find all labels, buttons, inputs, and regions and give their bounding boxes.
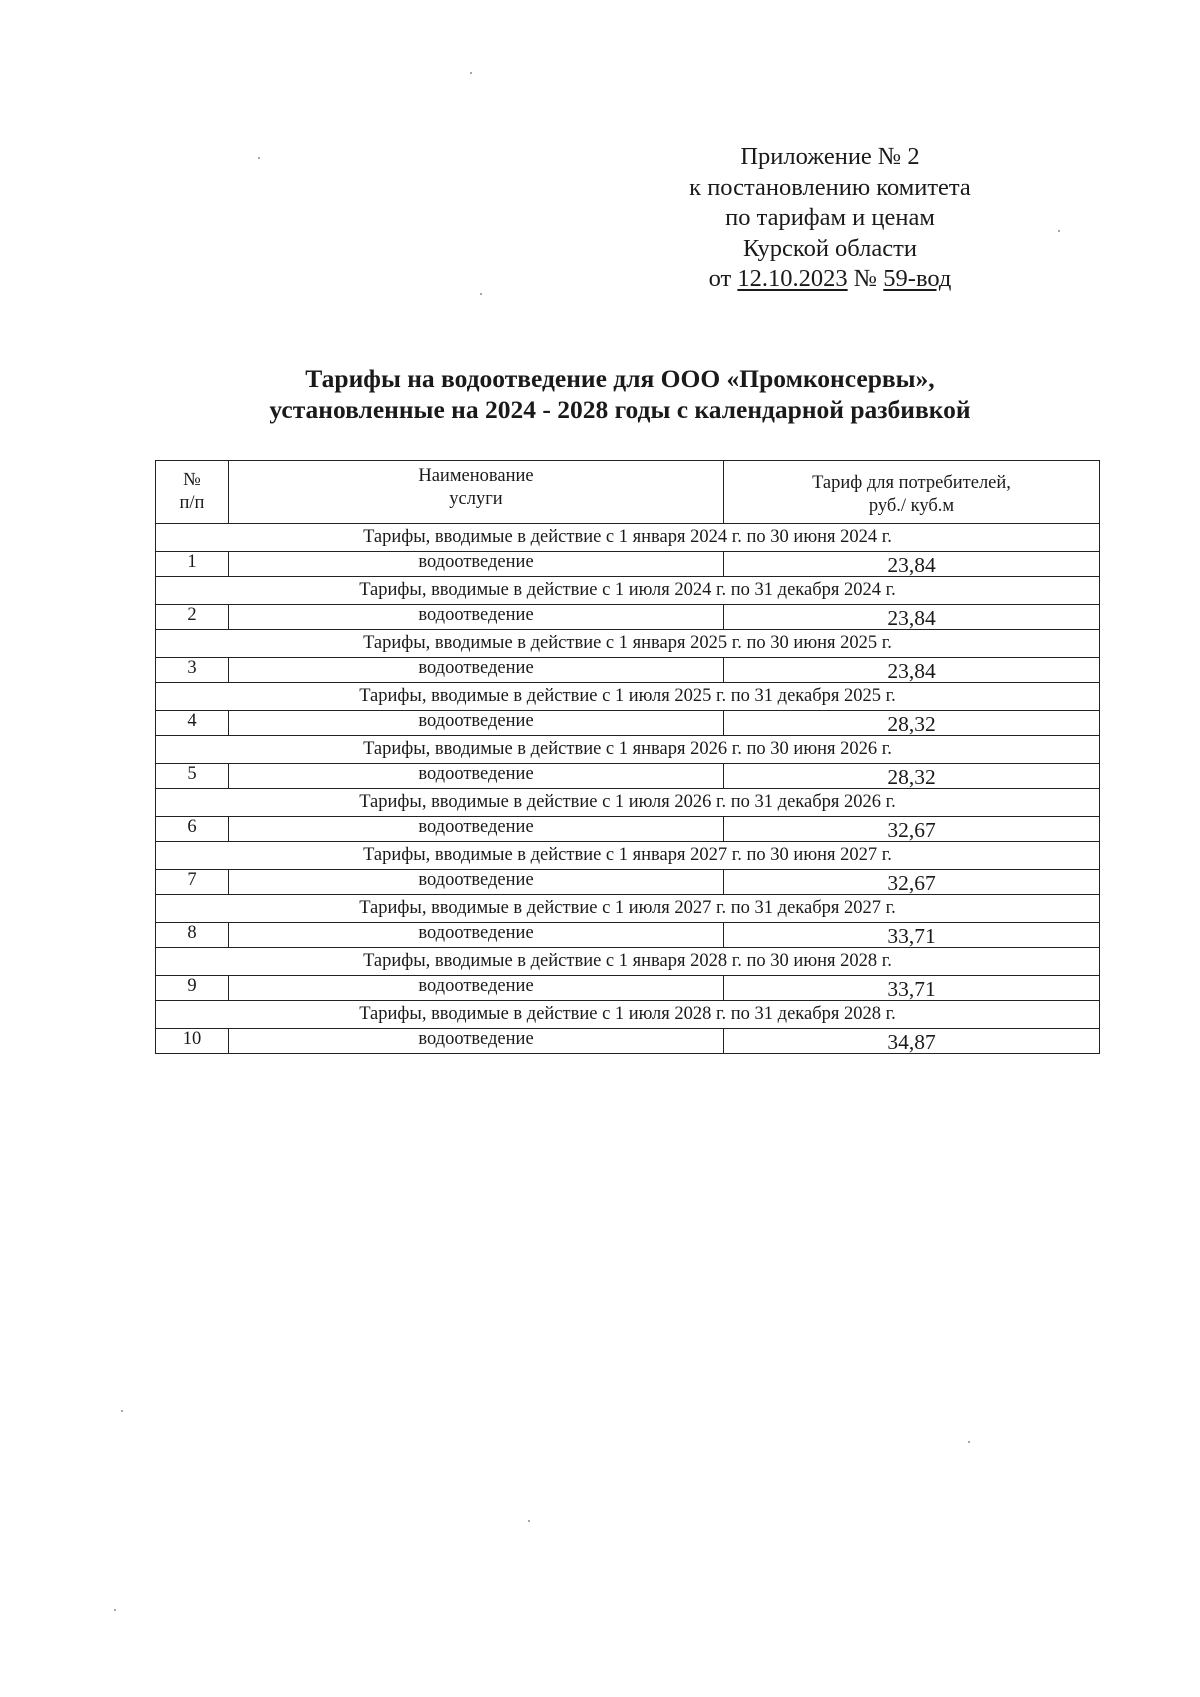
tariff-row	[156, 923, 1100, 948]
tariff-value: 34,87	[724, 1029, 1100, 1054]
tariff-value: 28,32	[724, 764, 1100, 789]
period-row	[156, 683, 1100, 711]
tariff-row	[156, 711, 1100, 736]
tariff-value: 23,84	[724, 552, 1100, 577]
title-line-2: установленные на 2024 - 2028 годы с календарной разбивкой	[269, 395, 971, 424]
tariff-value: 28,32	[724, 711, 1100, 736]
scan-speck	[480, 293, 482, 295]
scan-speck	[114, 1609, 116, 1611]
title-line-1: Тарифы на водоотведение для ООО «Промконсервы»,	[305, 364, 935, 393]
period-label: Тарифы, вводимые в действие с 1 января 2026 г. по 30 июня 2026 г.	[156, 736, 1100, 764]
tariff-row	[156, 817, 1100, 842]
period-row	[156, 895, 1100, 923]
tariff-value: 32,67	[724, 870, 1100, 895]
header-number: № п/п	[156, 461, 229, 524]
row-number: 7	[156, 870, 229, 895]
tariff-row	[156, 552, 1100, 577]
tariff-table-body	[156, 524, 1100, 1054]
row-number: 9	[156, 976, 229, 1001]
service-name: водоотведение	[229, 711, 724, 736]
period-row	[156, 524, 1100, 552]
scan-speck	[258, 157, 260, 159]
service-name: водоотведение	[229, 764, 724, 789]
appendix-committee: по тарифам и ценам	[725, 204, 935, 231]
tariff-row	[156, 605, 1100, 630]
tariff-value: 33,71	[724, 923, 1100, 948]
tariff-row	[156, 658, 1100, 683]
period-label: Тарифы, вводимые в действие с 1 января 2028 г. по 30 июня 2028 г.	[156, 948, 1100, 976]
period-row	[156, 948, 1100, 976]
period-row	[156, 630, 1100, 658]
row-number: 2	[156, 605, 229, 630]
row-number: 10	[156, 1029, 229, 1054]
tariff-value: 23,84	[724, 658, 1100, 683]
tariff-value: 32,67	[724, 817, 1100, 842]
tariff-row	[156, 870, 1100, 895]
service-name: водоотведение	[229, 923, 724, 948]
document-title	[190, 363, 1050, 425]
period-row	[156, 577, 1100, 605]
period-row	[156, 1001, 1100, 1029]
period-label: Тарифы, вводимые в действие с 1 июля 2026 г. по 31 декабря 2026 г.	[156, 789, 1100, 817]
period-label: Тарифы, вводимые в действие с 1 января 2024 г. по 30 июня 2024 г.	[156, 524, 1100, 552]
row-number: 8	[156, 923, 229, 948]
service-name: водоотведение	[229, 976, 724, 1001]
header-service-name: Наименование услуги	[229, 461, 724, 524]
tariff-row	[156, 1029, 1100, 1054]
period-row	[156, 736, 1100, 764]
date-prefix: от	[708, 265, 732, 292]
resolution-date: 12.10.2023	[737, 265, 848, 292]
row-number: 5	[156, 764, 229, 789]
row-number: 6	[156, 817, 229, 842]
service-name: водоотведение	[229, 870, 724, 895]
service-name: водоотведение	[229, 1029, 724, 1054]
period-label: Тарифы, вводимые в действие с 1 июля 2024 г. по 31 декабря 2024 г.	[156, 577, 1100, 605]
scan-speck	[470, 72, 472, 74]
resolution-number: 59-вод	[883, 265, 952, 292]
service-name: водоотведение	[229, 817, 724, 842]
service-name: водоотведение	[229, 552, 724, 577]
appendix-reference: к постановлению комитета	[689, 173, 971, 201]
period-row	[156, 789, 1100, 817]
period-label: Тарифы, вводимые в действие с 1 июля 2027 г. по 31 декабря 2027 г.	[156, 895, 1100, 923]
scan-speck	[121, 1410, 123, 1412]
period-row	[156, 842, 1100, 870]
tariff-value: 23,84	[724, 605, 1100, 630]
period-label: Тарифы, вводимые в действие с 1 января 2025 г. по 30 июня 2025 г.	[156, 630, 1100, 658]
service-name: водоотведение	[229, 605, 724, 630]
service-name: водоотведение	[229, 658, 724, 683]
tariff-row	[156, 976, 1100, 1001]
appendix-date-line	[640, 264, 1020, 295]
tariff-value: 33,71	[724, 976, 1100, 1001]
appendix-header	[640, 142, 1020, 295]
header-tariff: Тариф для потребителей, руб./ куб.м	[724, 461, 1100, 524]
tariff-table	[155, 460, 1100, 1054]
scan-speck	[968, 1441, 970, 1443]
appendix-number: Приложение № 2	[740, 143, 920, 170]
scan-speck	[528, 1520, 530, 1522]
scan-speck	[1058, 230, 1060, 232]
tariff-row	[156, 764, 1100, 789]
period-label: Тарифы, вводимые в действие с 1 июля 2025 г. по 31 декабря 2025 г.	[156, 683, 1100, 711]
row-number: 4	[156, 711, 229, 736]
row-number: 1	[156, 552, 229, 577]
period-label: Тарифы, вводимые в действие с 1 января 2027 г. по 30 июня 2027 г.	[156, 842, 1100, 870]
appendix-region: Курской области	[743, 234, 917, 262]
table-header-row	[156, 461, 1100, 524]
row-number: 3	[156, 658, 229, 683]
number-prefix: №	[853, 265, 878, 292]
period-label: Тарифы, вводимые в действие с 1 июля 2028 г. по 31 декабря 2028 г.	[156, 1001, 1100, 1029]
